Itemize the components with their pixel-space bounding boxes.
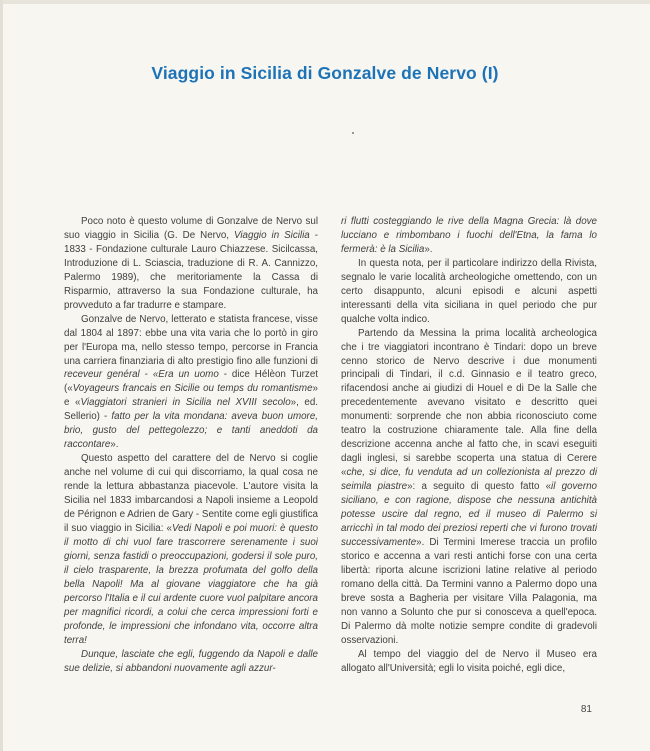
page-left-edge [0, 0, 3, 751]
paragraph: Poco noto è questo volume di Gonzalve de Nervo sul suo viaggio in Sicilia (G. De Nervo, Viaggio in Sicilia - 1833 - Fondazione culturale Lauro Chiazzese. Sicilcassa, Introduzione di L. Sciascia, traduzione di R. A. Cannizzo, Palermo 1989), che meritoriamente la Cassa di Risparmio, attraverso la sua Fondazione culturale, ha provveduto a far tradurre e stampare. [64, 216, 318, 311]
article-title: Viaggio in Sicilia di Gonzalve de Nervo (I) [151, 63, 499, 83]
left-column [64, 215, 318, 675]
paragraph: Al tempo del viaggio del de Nervo il Museo era allogato all'Università; egli lo visita poiché, egli dice, [341, 648, 597, 674]
paragraph: ri flutti costeggiando le rive della Magna Grecia: là dove lucciano e rimbombano i fuochi dell'Etna, la fama lo fermerà: è la Sicilia». [341, 216, 597, 255]
page-number: 81 [580, 704, 592, 715]
paragraph: Dunque, lasciate che egli, fuggendo da Napoli e dalle sue delizie, si abbandoni nuovamente agli azzur- [64, 648, 318, 674]
paragraph: Gonzalve de Nervo, letterato e statista francese, visse dal 1804 al 1897: ebbe una vita varia che lo portò in giro per l'Europa ma, nello stesso tempo, percorse in Francia una carriera finanziaria di alto prestigio fino alle funzioni di receveur genéral - «Era un uomo - dice Hélèon Turzet («Voyageurs francais en Sicilie ou temps du romantisme» e «Viaggiatori stranieri in Sicilia nel XVIII secolo», ed. Sellerio) - fatto per la vita mondana: aveva buon umore, brio, gusto del pettegolezzo; e tanti aneddoti da raccontare». [64, 313, 318, 451]
paragraph: In questa nota, per il particolare indirizzo della Rivista, segnalo le varie località archeologiche omettendo, con un certo disappunto, alcuni episodi e alcuni aspetti interessanti della vita siciliana in quel periodo che pur qualche volta indico. [341, 257, 597, 325]
page-top-edge [0, 0, 650, 4]
right-column [341, 215, 597, 675]
paragraph: Questo aspetto del carattere del de Nervo si coglie anche nel volume di cui qui discorriamo, la qual cosa ne rende la lettura abbastanza piacevole. L'autore visita la Sicilia nel 1833 imbarcandosi a Napoli insieme a Leopold de Pérignon e Adrien de Gary - Sentite come egli giustifica il suo viaggio in Sicilia: «Vedi Napoli e poi muori: è questo il motto di chi vuol fare trascorrere serenamente i suoi giorni, senza fastidi o preoccupazioni, godersi il sole puro, il cielo trasparente, la brezza profumata del golfo della bella Napoli! Ma al giovane viaggiatore che ha già percorso l'Italia e il cui ardente cuore vuol palpitare ancora per magnifici ricordi, a colui che cerca impressioni forti e profonde, le impressioni che infondano vita, occorre altra terra! [64, 453, 318, 646]
paragraph: Partendo da Messina la prima località archeologica che i tre viaggiatori incontrano è Tindari: dopo un breve cenno storico de Nervo descrive i due monumenti principali di Tindari, il c.d. Ginnasio e il teatro greco, rifacendosi anche ai giudizi di Houel e di De la Salle che precedentemente avevano visitato e descritto quei monumenti: sorprende che non abbia riconosciuto come teatro la costruzione chiaramente tale. Alla fine della descrizione accenna anche al fatto che, in scavi eseguiti dagli inglesi, si sarebbe scoperta una statua di Cerere «che, si dice, fu venduta ad un collezionista al prezzo di seimila piastre»: a seguito di questo fatto «il governo siciliano, e con ragione, dispose che nessuna antichità potesse uscire dal regno, ed il museo di Palermo si arricchì in tal modo dei preziosi reperti che vi furono trovati successivamente». Di Termini Imerese traccia un profilo storico e accenna a vari resti antichi forse con una certa libertà: riporta alcune iscrizioni latine relative al periodo romano della città. Da Termini vanno a Palermo dopo una breve sosta a Bagheria per visitare Villa Palagonia, ma non vanno a Solunto che pur si conosceva a quell'epoca. Di Palermo dà molte notizie sempre condite di gradevoli osservazioni. [341, 327, 598, 646]
print-speck [352, 132, 354, 134]
